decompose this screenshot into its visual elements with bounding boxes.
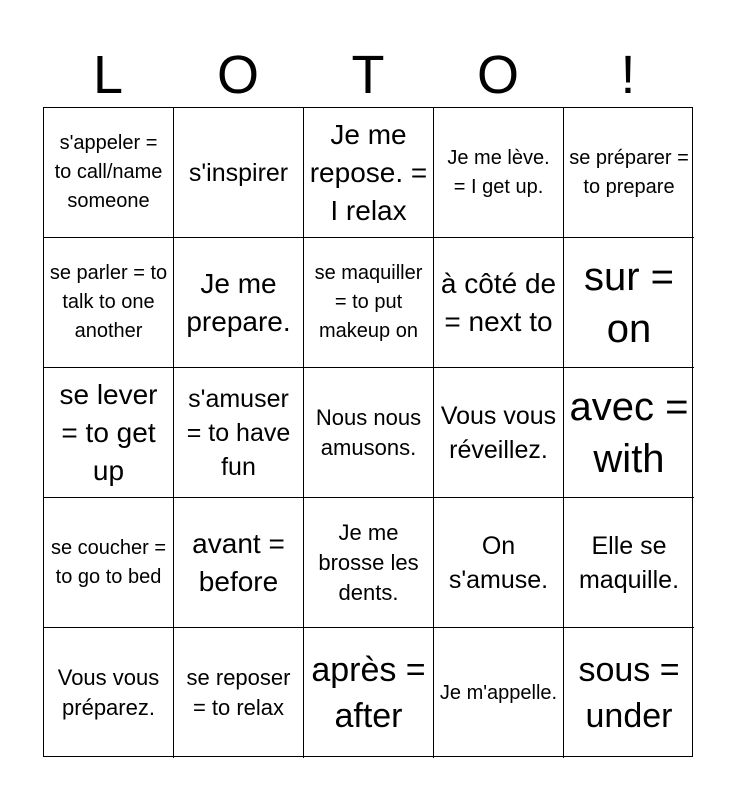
- bingo-cell-r5c1[interactable]: [44, 628, 174, 758]
- bingo-cell-r4c4[interactable]: [434, 498, 564, 628]
- bingo-cell-r5c4[interactable]: [434, 628, 564, 758]
- bingo-cell-r1c1[interactable]: [44, 108, 174, 238]
- title-letter-o: O: [216, 45, 259, 105]
- cell-text: avec = with: [569, 384, 689, 481]
- bingo-cell-r2c2[interactable]: [174, 238, 304, 368]
- title-letter-exclamation: !: [620, 45, 636, 105]
- bingo-cell-r4c2[interactable]: [174, 498, 304, 628]
- cell-text: Je me lève. = I get up.: [447, 146, 550, 198]
- cell-text: On s'amuse.: [448, 531, 549, 594]
- cell-text: Je me prepare.: [186, 267, 291, 337]
- cell-text: à côté de = next to: [440, 267, 557, 337]
- title-letter-o-2: O: [476, 45, 519, 105]
- cell-text: s'amuser = to have fun: [186, 384, 291, 481]
- bingo-grid: [43, 107, 693, 757]
- bingo-cell-r3c2[interactable]: [174, 368, 304, 498]
- cell-text: se coucher = to go to bed: [50, 536, 167, 588]
- title-letter-t: T: [351, 45, 385, 105]
- bingo-cell-r2c3[interactable]: [304, 238, 434, 368]
- cell-text: s'appeler = to call/name someone: [54, 132, 163, 212]
- cell-text: sous = under: [578, 651, 680, 735]
- bingo-cell-r3c1[interactable]: [44, 368, 174, 498]
- cell-text: Je me repose. = I relax: [309, 118, 428, 226]
- bingo-cell-r2c1[interactable]: [44, 238, 174, 368]
- cell-text: se reposer = to relax: [186, 665, 291, 720]
- bingo-cell-r4c1[interactable]: [44, 498, 174, 628]
- cell-text: sur = on: [583, 254, 675, 351]
- bingo-cell-r2c4[interactable]: [434, 238, 564, 368]
- bingo-cell-r1c4[interactable]: [434, 108, 564, 238]
- bingo-cell-r1c3[interactable]: [304, 108, 434, 238]
- bingo-cell-r1c2[interactable]: [174, 108, 304, 238]
- cell-text: Je m'appelle.: [439, 681, 558, 704]
- cell-text: s'inspirer: [188, 158, 289, 187]
- cell-text: Je me brosse les dents.: [318, 519, 419, 605]
- bingo-cell-r5c2[interactable]: [174, 628, 304, 758]
- cell-text: Elle se maquille.: [578, 531, 680, 594]
- cell-text: se lever = to get up: [59, 378, 158, 486]
- cell-text: se préparer = to prepare: [569, 146, 689, 198]
- bingo-cell-r4c5[interactable]: [564, 498, 694, 628]
- bingo-cell-r3c3[interactable]: [304, 368, 434, 498]
- cell-text: Nous nous amusons.: [315, 404, 422, 460]
- title-letter-l: L: [92, 45, 124, 105]
- cell-text: Vous vous réveillez.: [440, 401, 557, 464]
- bingo-cell-r3c5[interactable]: [564, 368, 694, 498]
- bingo-cell-r2c5[interactable]: [564, 238, 694, 368]
- cell-text: se parler = to talk to one another: [49, 262, 168, 342]
- bingo-title: [43, 42, 693, 108]
- cell-text: après = after: [311, 651, 426, 735]
- bingo-cell-r3c4[interactable]: [434, 368, 564, 498]
- bingo-cell-r5c3[interactable]: [304, 628, 434, 758]
- bingo-cell-r4c3[interactable]: [304, 498, 434, 628]
- bingo-cell-r1c5[interactable]: [564, 108, 694, 238]
- cell-text: Vous vous préparez.: [57, 665, 160, 720]
- cell-text: se maquiller = to put makeup on: [314, 262, 423, 342]
- bingo-cell-r5c5[interactable]: [564, 628, 694, 758]
- cell-text: avant = before: [192, 527, 285, 597]
